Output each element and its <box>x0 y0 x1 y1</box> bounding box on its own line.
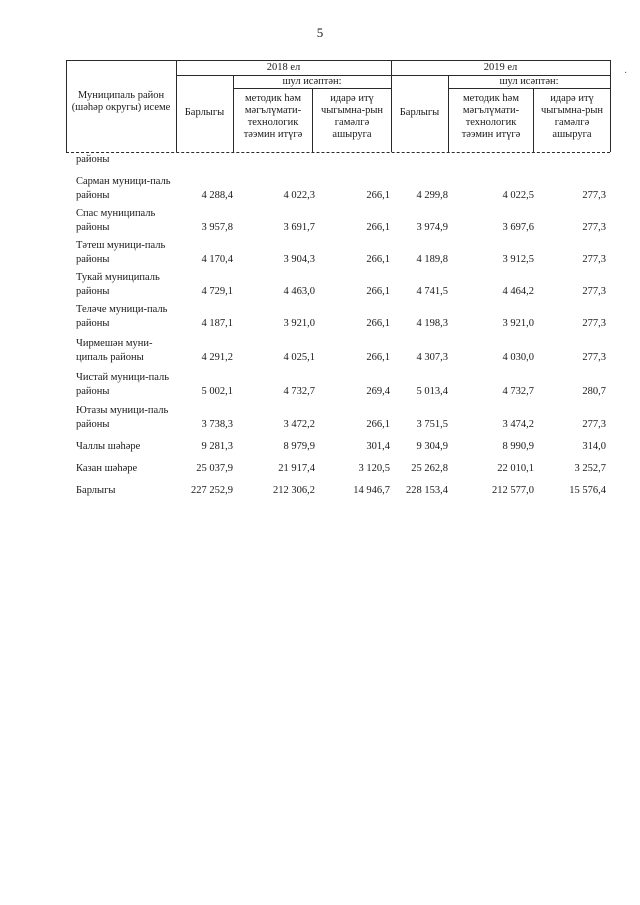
cell-admin-2019: 277,3 <box>582 190 606 201</box>
row-name: Чирмешән муни-ципаль районы <box>76 338 153 363</box>
header-including-2019: шул исәптән: <box>499 76 559 87</box>
header-including-2018: шул исәптән: <box>282 76 342 87</box>
row-name: Сарман муници-паль районы <box>76 176 171 201</box>
cell-total-2018: 3 738,3 <box>201 419 233 430</box>
cell-method-2019: 3 697,6 <box>502 222 534 233</box>
cell-total-2018: 4 288,4 <box>201 190 233 201</box>
cell-total-2018: 227 252,9 <box>191 485 233 496</box>
cell-method-2018: 3 472,2 <box>283 419 315 430</box>
cell-total-2018: 4 170,4 <box>201 254 233 265</box>
cell-total-2019: 228 153,4 <box>406 485 448 496</box>
cell-admin-2019: 277,3 <box>582 352 606 363</box>
cell-admin-2018: 266,1 <box>366 318 390 329</box>
margin-mark: · <box>624 68 628 79</box>
cell-total-2019: 5 013,4 <box>416 386 448 397</box>
header-admin-2019: идарә итү чыгымна-рын гамәлгә ашыруга <box>540 93 604 140</box>
cell-admin-2019: 277,3 <box>582 318 606 329</box>
cell-total-2018: 4 729,1 <box>201 286 233 297</box>
cell-method-2019: 3 474,2 <box>502 419 534 430</box>
cell-method-2019: 4 732,7 <box>502 386 534 397</box>
cell-total-2019: 25 262,8 <box>411 463 448 474</box>
row-name: Тукай муниципаль районы <box>76 272 160 297</box>
cell-admin-2018: 266,1 <box>366 190 390 201</box>
cell-total-2019: 9 304,9 <box>416 441 448 452</box>
cell-admin-2019: 277,3 <box>582 254 606 265</box>
cell-admin-2018: 266,1 <box>366 419 390 430</box>
cell-method-2018: 3 921,0 <box>283 318 315 329</box>
cell-method-2018: 4 732,7 <box>283 386 315 397</box>
row-name: Спас муниципаль районы <box>76 208 156 233</box>
cell-method-2018: 8 979,9 <box>283 441 315 452</box>
cell-total-2019: 4 307,3 <box>416 352 448 363</box>
header-method-2018: методик һәм мәгълүмати-технологик тәэмин итүгә <box>243 93 303 140</box>
cell-method-2018: 4 025,1 <box>283 352 315 363</box>
cell-total-2019: 4 198,3 <box>416 318 448 329</box>
cell-method-2018: 4 022,3 <box>283 190 315 201</box>
cell-admin-2019: 3 252,7 <box>574 463 606 474</box>
cell-admin-2018: 14 946,7 <box>353 485 390 496</box>
cell-admin-2019: 280,7 <box>582 386 606 397</box>
cell-total-2019: 4 299,8 <box>416 190 448 201</box>
cell-method-2019: 4 022,5 <box>502 190 534 201</box>
row-name: Тәтеш муници-паль районы <box>76 240 166 265</box>
cell-admin-2018: 266,1 <box>366 352 390 363</box>
cell-total-2018: 3 957,8 <box>201 222 233 233</box>
page-number: 5 <box>316 25 324 40</box>
row-name: Чаллы шәһәре <box>76 441 141 452</box>
cell-method-2018: 3 691,7 <box>283 222 315 233</box>
cell-admin-2019: 277,3 <box>582 286 606 297</box>
cell-method-2018: 4 463,0 <box>283 286 315 297</box>
cell-admin-2018: 266,1 <box>366 286 390 297</box>
cell-method-2019: 8 990,9 <box>502 441 534 452</box>
cell-total-2019: 3 751,5 <box>416 419 448 430</box>
cell-total-2018: 4 187,1 <box>201 318 233 329</box>
header-total-2019: Барлыгы <box>399 107 440 118</box>
cell-method-2019: 4 464,2 <box>502 286 534 297</box>
cell-admin-2019: 277,3 <box>582 222 606 233</box>
cell-method-2018: 3 904,3 <box>283 254 315 265</box>
cell-admin-2019: 277,3 <box>582 419 606 430</box>
cell-method-2019: 22 010,1 <box>497 463 534 474</box>
cell-total-2018: 5 002,1 <box>201 386 233 397</box>
cell-total-2018: 9 281,3 <box>201 441 233 452</box>
header-admin-2018: идарә итү чыгымна-рын гамәлгә ашыруга <box>320 93 384 140</box>
cell-method-2019: 212 577,0 <box>492 485 534 496</box>
cell-admin-2018: 301,4 <box>366 441 390 452</box>
cell-total-2018: 4 291,2 <box>201 352 233 363</box>
cell-total-2019: 4 189,8 <box>416 254 448 265</box>
header-municipality: Муниципаль район (шәһәр округы) исеме <box>71 90 171 113</box>
header-method-2019: методик һәм мәгълүмати-технологик тәэмин итүгә <box>461 93 521 140</box>
cell-total-2018: 25 037,9 <box>196 463 233 474</box>
cell-admin-2018: 269,4 <box>366 386 390 397</box>
header-year-2019: 2019 ел <box>483 62 518 73</box>
cell-method-2018: 212 306,2 <box>273 485 315 496</box>
row-name: Чистай муници-паль районы <box>76 372 169 397</box>
cell-admin-2018: 266,1 <box>366 254 390 265</box>
row-name: Ютазы муници-паль районы <box>76 405 169 430</box>
cell-admin-2018: 266,1 <box>366 222 390 233</box>
cell-admin-2019: 314,0 <box>582 441 606 452</box>
cell-total-2019: 3 974,9 <box>416 222 448 233</box>
cell-admin-2019: 15 576,4 <box>569 485 606 496</box>
row-name: Теләче муници-паль районы <box>76 304 168 329</box>
cell-method-2019: 4 030,0 <box>502 352 534 363</box>
row-name: Казан шәһәре <box>76 463 138 474</box>
cell-total-2019: 4 741,5 <box>416 286 448 297</box>
cell-method-2019: 3 921,0 <box>502 318 534 329</box>
row-name: Барлыгы <box>76 485 116 496</box>
cell-admin-2018: 3 120,5 <box>358 463 390 474</box>
header-year-2018: 2018 ел <box>266 62 301 73</box>
cell-method-2018: 21 917,4 <box>278 463 315 474</box>
header-total-2018: Барлыгы <box>184 107 225 118</box>
cell-method-2019: 3 912,5 <box>502 254 534 265</box>
